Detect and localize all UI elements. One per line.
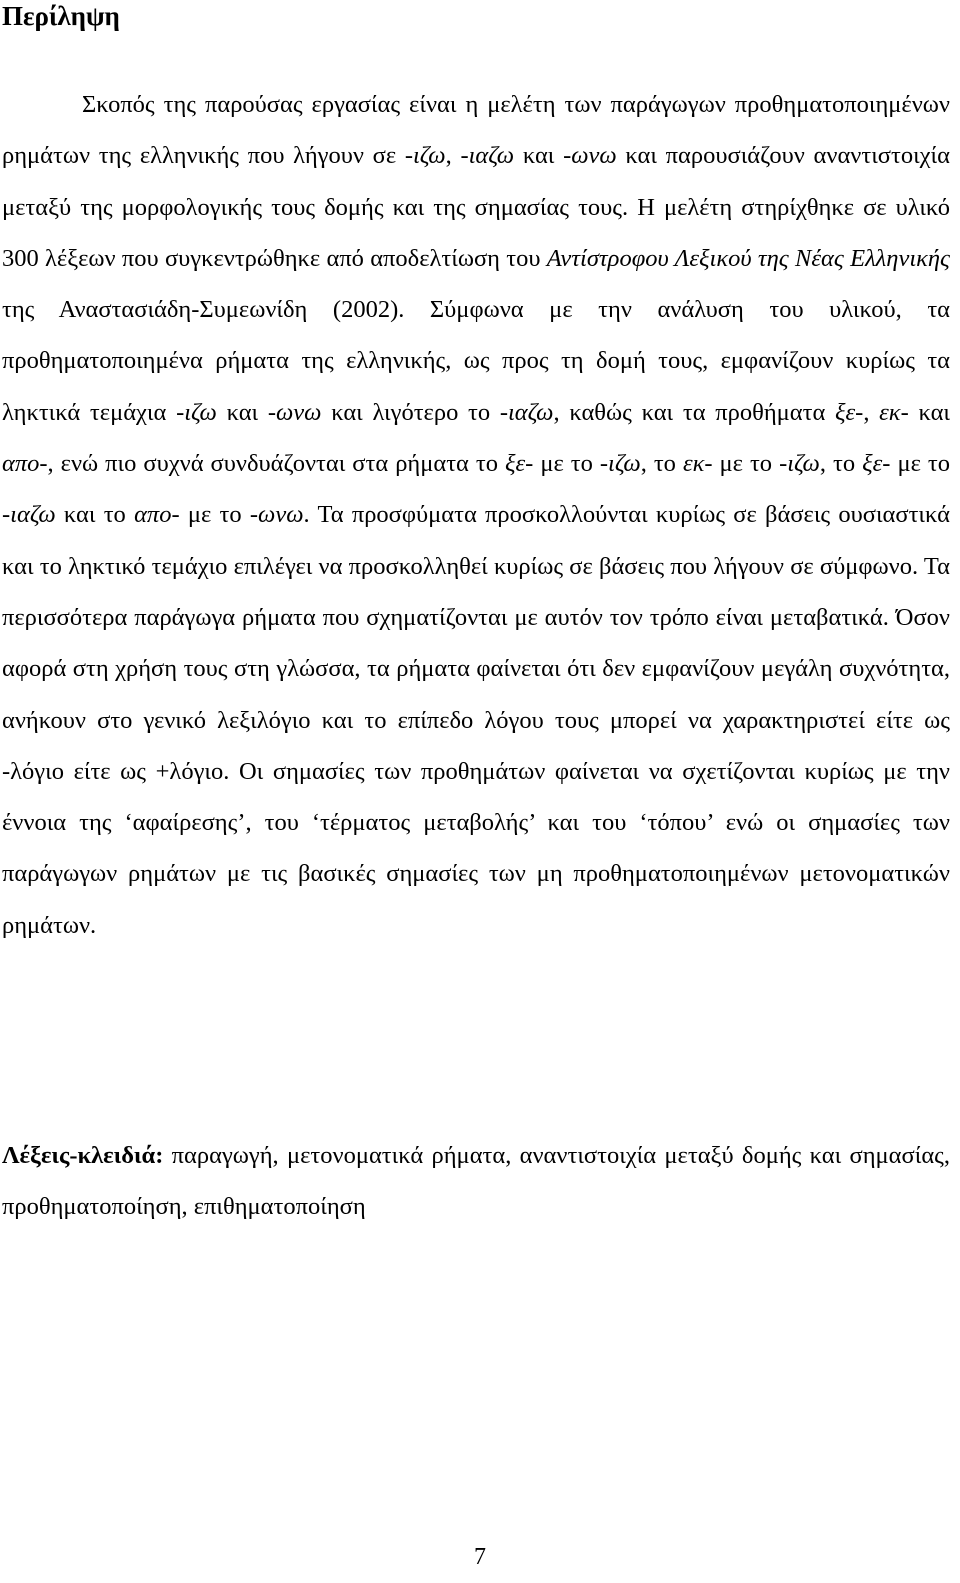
dictionary-title: Αντίστροφου Λεξικού της Νέας Ελληνικής xyxy=(546,244,950,272)
suffix-term: -ωνω xyxy=(249,501,304,529)
suffix-term: -ιαζω xyxy=(460,142,515,170)
prefix-term: ξε- xyxy=(862,450,891,478)
abstract-text: και παρουσιάζουν αναντιστοιχία μεταξύ της μορφολογικής τους δομής και της σημασίας τους. Η μελέτη στηρίχθηκε σε υλικό 300 λέξεων που συγκεντρώθηκε από αποδελτίωση του xyxy=(2,142,950,272)
suffix-term: -ωνω xyxy=(563,142,617,170)
suffix-term: -ιαζω xyxy=(499,398,554,426)
prefix-term: ξε- xyxy=(505,450,534,478)
page-heading: Περίληψη xyxy=(2,1,120,31)
keywords-paragraph xyxy=(2,1130,950,1233)
abstract-text: , το xyxy=(640,450,683,478)
abstract-text: με το xyxy=(533,450,600,478)
abstract-text: , καθώς και τα προθήματα xyxy=(553,398,835,426)
suffix-term: -ιζω xyxy=(404,142,446,170)
suffix-term: -ιζω xyxy=(176,398,217,426)
abstract-text: και xyxy=(216,398,268,426)
keywords-label: Λέξεις-κλειδιά: xyxy=(2,1142,164,1169)
prefix-term: ξε- xyxy=(835,398,864,426)
prefix-term: εκ- xyxy=(682,450,713,478)
abstract-text: της Αναστασιάδη-Συμεωνίδη (2002). Σύμφωνα με την ανάλυση του υλικού, τα προθηματοποιημένα ρήματα της ελληνικής, ως προς τη δομή τους, εμφανίζουν κυρίως τα ληκτικά τεμάχια xyxy=(2,296,950,426)
suffix-term: -ιαζω xyxy=(2,501,56,529)
abstract-text: , το xyxy=(819,450,863,478)
abstract-text: και xyxy=(514,142,564,170)
abstract-paragraph xyxy=(2,79,950,951)
suffix-term: -ιζω xyxy=(599,450,641,478)
abstract-text: με το xyxy=(712,450,780,478)
prefix-term: εκ- xyxy=(879,398,909,426)
prefix-term: απο- xyxy=(134,501,180,529)
abstract-text: Σκοπός της παρούσας εργασίας είναι η μελέτη των παράγωγων προθηματοποιημένων ρημάτων της ελληνικής που λήγουν σε xyxy=(2,91,950,170)
abstract-text: , xyxy=(445,142,461,170)
page-number: 7 xyxy=(474,1544,486,1570)
abstract-text: , ενώ πιο συχνά συνδυάζονται στα ρήματα το xyxy=(47,450,506,478)
keywords-text: παραγωγή, μετονοματικά ρήματα, αναντιστοιχία μεταξύ δομής και σημασίας, προθηματοποίηση, επιθηματοποίηση xyxy=(2,1142,950,1221)
abstract-text: και λιγότερο το xyxy=(321,398,500,426)
prefix-term: απο- xyxy=(2,450,48,478)
abstract-text: με το xyxy=(890,450,950,478)
abstract-text: και το xyxy=(55,501,135,529)
abstract-text: , xyxy=(863,398,880,426)
abstract-text: . Τα προσφύματα προσκολλούνται κυρίως σε βάσεις ουσιαστικά και το ληκτικό τεμάχιο επιλέγει να προσκολληθεί κυρίως σε βάσεις που λήγουν σε σύμφωνο. Τα περισσότερα παράγωγα ρήματα που σχηματίζονται με αυτόν τον τρόπο είναι μεταβατικά. Όσον αφορά στη χρήση τους στη γλώσσα, τα ρήματα φαίνεται ότι δεν εμφανίζουν μεγάλη συχνότητα, ανήκουν στο γενικό λεξιλόγιο και το επίπεδο λόγου τους μπορεί να χαρακτηριστεί είτε ως -λόγιο είτε ως +λόγιο. Οι σημασίες των προθημάτων φαίνεται να σχετίζονται κυρίως με την έννοια της ‘αφαίρεσης’, του ‘τέρματος μεταβολής’ και του ‘τόπου’ ενώ οι σημασίες των παράγωγων ρημάτων με τις βασικές σημασίες των μη προθηματοποιημένων μετονοματικών ρημάτων. xyxy=(2,501,950,939)
abstract-text: και xyxy=(908,398,951,426)
suffix-term: -ωνω xyxy=(267,398,322,426)
suffix-term: -ιζω xyxy=(779,450,820,478)
abstract-text: με το xyxy=(179,501,250,529)
